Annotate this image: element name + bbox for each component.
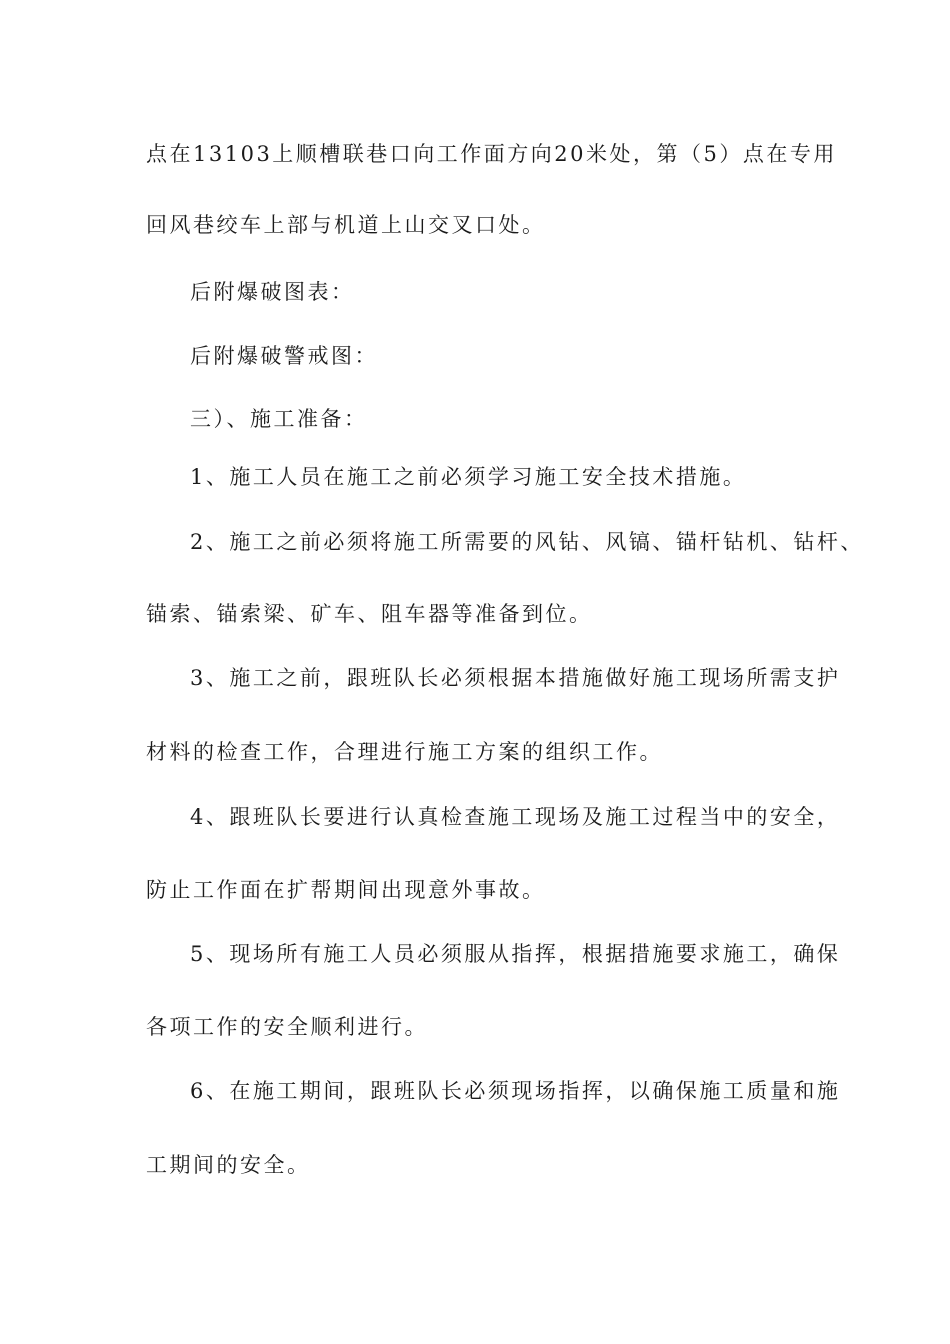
text-line-16: 工期间的安全。 (146, 1153, 311, 1177)
text-line-13: 5、现场所有施工人员必须服从指挥，根据措施要求施工，确保 (190, 942, 841, 966)
text-line-6: 1、施工人员在施工之前必须学习施工安全技术措施。 (190, 465, 747, 489)
text-line-2: 回风巷绞车上部与机道上山交叉口处。 (146, 213, 546, 237)
text-line-11: 4、跟班队长要进行认真检查施工现场及施工过程当中的安全， (190, 805, 841, 829)
text-line-3: 后附爆破图表： (190, 280, 355, 304)
text-line-12: 防止工作面在扩帮期间出现意外事故。 (146, 878, 546, 902)
text-line-7: 2、施工之前必须将施工所需要的风钻、风镐、锚杆钻机、钻杆、 (190, 530, 864, 554)
text-line-4: 后附爆破警戒图： (190, 344, 378, 368)
text-line-10: 材料的检查工作，合理进行施工方案的组织工作。 (146, 740, 663, 764)
section-heading: 三）、施工准备： (190, 407, 368, 431)
text-line-15: 6、在施工期间，跟班队长必须现场指挥，以确保施工质量和施 (190, 1079, 841, 1103)
text-line-14: 各项工作的安全顺利进行。 (146, 1015, 428, 1039)
text-line-9: 3、施工之前，跟班队长必须根据本措施做好施工现场所需支护 (190, 666, 841, 690)
text-line-1: 点在13103上顺槽联巷口向工作面方向20米处，第（5）点在专用 (146, 142, 837, 166)
text-line-8: 锚索、锚索梁、矿车、阻车器等准备到位。 (146, 602, 593, 626)
